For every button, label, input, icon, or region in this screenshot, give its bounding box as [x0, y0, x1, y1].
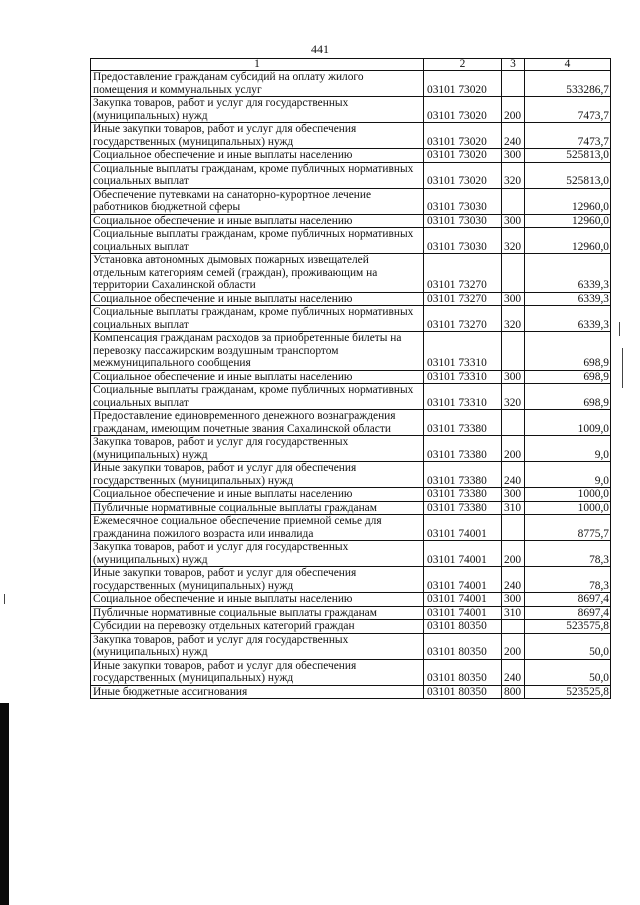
row-expense-type — [502, 254, 525, 293]
row-name: Закупка товаров, работ и услуг для государственных (муниципальных) нужд — [91, 633, 424, 659]
row-name: Социальное обеспечение и иные выплаты населению — [91, 593, 424, 607]
row-expense-type: 200 — [502, 436, 525, 462]
column-header-4: 4 — [525, 59, 611, 71]
row-expense-type: 200 — [502, 633, 525, 659]
row-amount: 7473,7 — [525, 97, 611, 123]
row-amount: 523575,8 — [525, 620, 611, 634]
scan-margin-mark — [619, 322, 620, 336]
row-code: 03101 73270 — [424, 306, 502, 332]
row-code: 03101 73020 — [424, 123, 502, 149]
row-code: 03101 73380 — [424, 488, 502, 502]
row-amount: 698,9 — [525, 332, 611, 371]
row-name: Социальное обеспечение и иные выплаты населению — [91, 292, 424, 306]
row-code: 03101 73030 — [424, 188, 502, 214]
row-name: Иные закупки товаров, работ и услуг для обеспечения государственных (муниципальных) нужд — [91, 659, 424, 685]
row-code: 03101 73270 — [424, 254, 502, 293]
row-name: Социальное обеспечение и иные выплаты населению — [91, 214, 424, 228]
table-row — [91, 633, 611, 659]
row-name: Публичные нормативные социальные выплаты гражданам — [91, 606, 424, 620]
row-expense-type: 300 — [502, 593, 525, 607]
table-row — [91, 292, 611, 306]
row-amount: 78,3 — [525, 567, 611, 593]
row-code: 03101 73270 — [424, 292, 502, 306]
row-name: Социальное обеспечение и иные выплаты населению — [91, 149, 424, 163]
row-amount: 12960,0 — [525, 214, 611, 228]
row-expense-type: 800 — [502, 685, 525, 699]
row-name: Компенсация гражданам расходов за приобретенные билеты на перевозку пассажирским воздушным транспортом межмуниципального сообщения — [91, 332, 424, 371]
row-amount: 9,0 — [525, 462, 611, 488]
table-row — [91, 620, 611, 634]
table-row — [91, 149, 611, 163]
row-name: Иные закупки товаров, работ и услуг для обеспечения государственных (муниципальных) нужд — [91, 462, 424, 488]
row-name: Закупка товаров, работ и услуг для государственных (муниципальных) нужд — [91, 541, 424, 567]
row-amount: 50,0 — [525, 633, 611, 659]
row-amount: 8697,4 — [525, 606, 611, 620]
row-code: 03101 80350 — [424, 620, 502, 634]
row-expense-type: 320 — [502, 384, 525, 410]
row-amount: 50,0 — [525, 659, 611, 685]
row-amount: 698,9 — [525, 384, 611, 410]
budget-table-body — [91, 59, 611, 699]
row-expense-type — [502, 188, 525, 214]
row-code: 03101 74001 — [424, 515, 502, 541]
row-code: 03101 73030 — [424, 228, 502, 254]
row-expense-type — [502, 410, 525, 436]
row-name: Иные закупки товаров, работ и услуг для обеспечения государственных (муниципальных) нужд — [91, 123, 424, 149]
row-amount: 523525,8 — [525, 685, 611, 699]
row-name: Обеспечение путевками на санаторно-курортное лечение работников бюджетной сферы — [91, 188, 424, 214]
row-code: 03101 73020 — [424, 149, 502, 163]
row-code: 03101 73380 — [424, 410, 502, 436]
row-amount: 6339,3 — [525, 254, 611, 293]
table-row — [91, 370, 611, 384]
column-header-2: 2 — [424, 59, 502, 71]
row-expense-type: 240 — [502, 462, 525, 488]
row-code: 03101 74001 — [424, 567, 502, 593]
row-expense-type — [502, 515, 525, 541]
row-expense-type: 300 — [502, 149, 525, 163]
table-row — [91, 214, 611, 228]
table-row — [91, 162, 611, 188]
table-row — [91, 410, 611, 436]
row-code: 03101 73310 — [424, 370, 502, 384]
row-name: Субсидии на перевозку отдельных категорий граждан — [91, 620, 424, 634]
row-amount: 698,9 — [525, 370, 611, 384]
column-header-3: 3 — [502, 59, 525, 71]
row-expense-type: 320 — [502, 228, 525, 254]
row-code: 03101 73020 — [424, 97, 502, 123]
row-expense-type: 240 — [502, 123, 525, 149]
table-row — [91, 515, 611, 541]
row-amount: 9,0 — [525, 436, 611, 462]
page-number: 441 — [311, 42, 329, 56]
row-amount: 525813,0 — [525, 149, 611, 163]
column-header-1: 1 — [91, 59, 424, 71]
table-row — [91, 462, 611, 488]
row-name: Социальные выплаты гражданам, кроме публичных нормативных социальных выплат — [91, 384, 424, 410]
row-expense-type: 300 — [502, 292, 525, 306]
table-row — [91, 685, 611, 699]
row-expense-type: 320 — [502, 306, 525, 332]
row-name: Социальные выплаты гражданам, кроме публичных нормативных социальных выплат — [91, 228, 424, 254]
row-expense-type: 320 — [502, 162, 525, 188]
table-row — [91, 488, 611, 502]
row-name: Иные закупки товаров, работ и услуг для обеспечения государственных (муниципальных) нужд — [91, 567, 424, 593]
row-code: 03101 73380 — [424, 436, 502, 462]
row-name: Социальное обеспечение и иные выплаты населению — [91, 370, 424, 384]
table-row — [91, 593, 611, 607]
table-row — [91, 188, 611, 214]
row-expense-type: 300 — [502, 214, 525, 228]
row-amount: 1000,0 — [525, 501, 611, 515]
row-name: Ежемесячное социальное обеспечение приемной семье для гражданина пожилого возраста или инвалида — [91, 515, 424, 541]
table-row — [91, 123, 611, 149]
table-row — [91, 501, 611, 515]
table-row — [91, 97, 611, 123]
row-expense-type: 300 — [502, 370, 525, 384]
row-amount: 78,3 — [525, 541, 611, 567]
row-name: Закупка товаров, работ и услуг для государственных (муниципальных) нужд — [91, 97, 424, 123]
row-amount: 12960,0 — [525, 188, 611, 214]
scan-margin-mark — [4, 594, 5, 604]
row-expense-type: 310 — [502, 501, 525, 515]
row-amount: 533286,7 — [525, 71, 611, 97]
row-name: Иные бюджетные ассигнования — [91, 685, 424, 699]
row-expense-type: 200 — [502, 541, 525, 567]
row-expense-type — [502, 620, 525, 634]
row-code: 03101 73380 — [424, 462, 502, 488]
row-name: Предоставление единовременного денежного вознаграждения гражданам, имеющим почетные звания Сахалинской области — [91, 410, 424, 436]
row-code: 03101 74001 — [424, 541, 502, 567]
row-expense-type: 300 — [502, 488, 525, 502]
row-code: 03101 73310 — [424, 384, 502, 410]
row-amount: 8775,7 — [525, 515, 611, 541]
row-amount: 1009,0 — [525, 410, 611, 436]
table-row — [91, 254, 611, 293]
row-code: 03101 80350 — [424, 633, 502, 659]
row-name: Социальные выплаты гражданам, кроме публичных нормативных социальных выплат — [91, 162, 424, 188]
table-row — [91, 567, 611, 593]
row-amount: 12960,0 — [525, 228, 611, 254]
row-code: 03101 73310 — [424, 332, 502, 371]
row-expense-type: 310 — [502, 606, 525, 620]
row-code: 03101 73380 — [424, 501, 502, 515]
row-code: 03101 80350 — [424, 685, 502, 699]
table-row — [91, 228, 611, 254]
row-code: 03101 74001 — [424, 606, 502, 620]
row-name: Закупка товаров, работ и услуг для государственных (муниципальных) нужд — [91, 436, 424, 462]
table-row — [91, 541, 611, 567]
row-expense-type: 240 — [502, 567, 525, 593]
table-header-row — [91, 59, 611, 71]
table-row — [91, 606, 611, 620]
row-amount: 1000,0 — [525, 488, 611, 502]
budget-table — [90, 58, 611, 699]
row-name: Социальное обеспечение и иные выплаты населению — [91, 488, 424, 502]
row-expense-type: 240 — [502, 659, 525, 685]
table-row — [91, 71, 611, 97]
row-amount: 525813,0 — [525, 162, 611, 188]
table-row — [91, 306, 611, 332]
row-amount: 6339,3 — [525, 292, 611, 306]
row-amount: 8697,4 — [525, 593, 611, 607]
row-name: Установка автономных дымовых пожарных извещателей отдельным категориям семей (граждан), проживающим на территории Сахалинской области — [91, 254, 424, 293]
row-code: 03101 73030 — [424, 214, 502, 228]
row-code: 03101 80350 — [424, 659, 502, 685]
table-row — [91, 384, 611, 410]
scan-edge-shadow — [0, 703, 9, 905]
row-name: Социальные выплаты гражданам, кроме публичных нормативных социальных выплат — [91, 306, 424, 332]
table-row — [91, 659, 611, 685]
row-code: 03101 74001 — [424, 593, 502, 607]
row-amount: 6339,3 — [525, 306, 611, 332]
table-row — [91, 332, 611, 371]
row-code: 03101 73020 — [424, 71, 502, 97]
row-name: Публичные нормативные социальные выплаты гражданам — [91, 501, 424, 515]
row-code: 03101 73020 — [424, 162, 502, 188]
row-amount: 7473,7 — [525, 123, 611, 149]
scan-margin-mark — [622, 348, 623, 388]
table-row — [91, 436, 611, 462]
row-expense-type — [502, 71, 525, 97]
row-expense-type — [502, 332, 525, 371]
row-expense-type: 200 — [502, 97, 525, 123]
row-name: Предоставление гражданам субсидий на оплату жилого помещения и коммунальных услуг — [91, 71, 424, 97]
